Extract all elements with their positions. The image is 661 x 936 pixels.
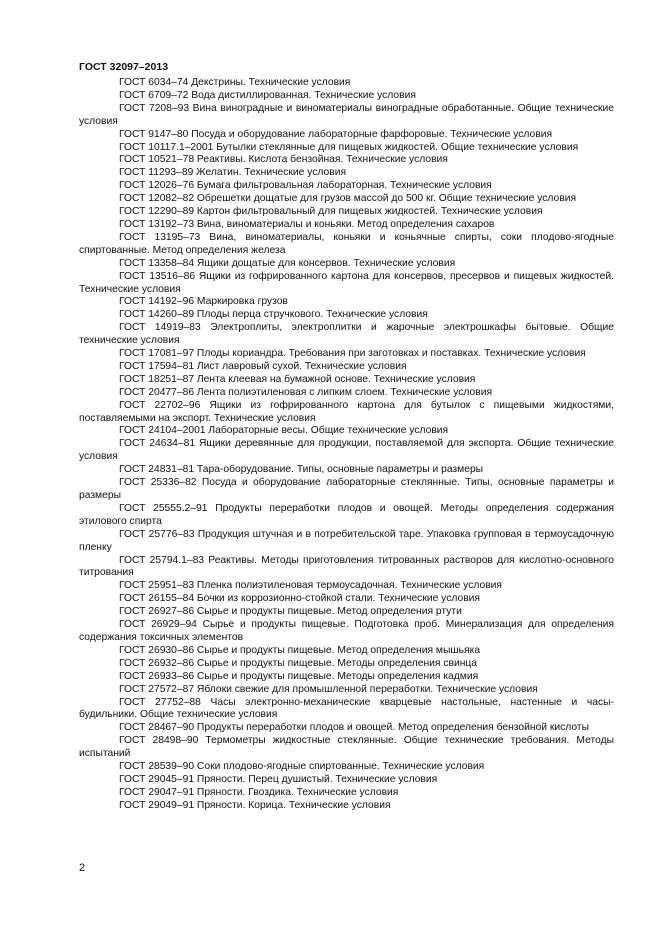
standard-entry: ГОСТ 29045–91 Пряности. Перец душистый. Технические условия: [119, 773, 438, 785]
standard-entry: ГОСТ 26930–86 Сырье и продукты пищевые. Метод определения мышьяка: [119, 644, 481, 656]
standard-entry: ГОСТ 12290–89 Картон фильтровальный для пищевых жидкостей. Технические условия: [119, 206, 543, 218]
standard-entry: ГОСТ 6034–74 Декстрины. Технические условия: [119, 77, 351, 88]
standard-entry: ГОСТ 13192–73 Вина, виноматериалы и коньяки. Метод определения сахаров: [119, 218, 495, 230]
standard-entry: ГОСТ 26155–84 Бочки из коррозионно-стойкой стали. Технические условия: [119, 593, 480, 605]
standard-entry: ГОСТ 10521–78 Реактивы. Кислота бензойная. Технические условия: [119, 154, 448, 166]
standard-entry: ГОСТ 24634–81 Ящики деревянные для продукции, поставляемой для экспорта. Общие технические условия: [79, 438, 614, 463]
standard-entry: ГОСТ 26927–86 Сырье и продукты пищевые. Метод определения ртути: [119, 606, 462, 618]
standard-entry: ГОСТ 26929–94 Сырье и продукты пищевые. Подготовка проб. Минерализация для определения содержания токсичных элементов: [79, 619, 614, 643]
standard-entry: ГОСТ 25951–83 Пленка полиэтиленовая термоусадочная. Технические условия: [119, 580, 503, 592]
standard-entry: ГОСТ 14919–83 Электроплиты, электроплитки и жарочные электрошкафы бытовые. Общие технические условия: [79, 322, 614, 347]
standard-entry: ГОСТ 14260–89 Плоды перца стручкового. Технические условия: [119, 309, 428, 321]
standard-entry: ГОСТ 13516–86 Ящики из гофрированного картона для консервов, пресервов и пищевых жидкостей. Технические условия: [79, 270, 614, 295]
standard-entry: ГОСТ 26933–86 Сырье и продукты пищевые. Методы определения кадмия: [119, 670, 479, 682]
document-header: ГОСТ 32097–2013: [79, 61, 169, 73]
standard-entry: ГОСТ 17594–81 Лист лавровый сухой. Технические условия: [119, 360, 407, 372]
standard-entry: ГОСТ 27752–88 Часы электронно-механические кварцевые настольные, настенные и часы-будильники. Общие технические условия: [79, 696, 614, 721]
standard-entry: ГОСТ 28498–90 Термометры жидкостные стеклянные. Общие технические требования. Методы испытаний: [79, 735, 614, 760]
standard-entry: ГОСТ 20477–86 Лента полиэтиленовая с липким слоем. Технические условия: [119, 386, 493, 398]
standard-entry: ГОСТ 17081–97 Плоды кориандра. Требования при заготовках и поставках. Технические условия: [119, 348, 586, 360]
standard-entry: ГОСТ 25776–83 Продукция штучная и в потребительской таре. Упаковка групповая в термоусадочную пленку: [79, 528, 614, 553]
standard-entry: ГОСТ 27572–87 Яблоки свежие для промышленной переработки. Технические условия: [119, 683, 538, 695]
standard-entry: ГОСТ 13195–73 Вина, виноматериалы, коньяки и коньячные спирты, соки плодово-ягодные спиртованные. Метод определения железа: [79, 231, 614, 256]
standard-entry: ГОСТ 26932–86 Сырье и продукты пищевые. Методы определения свинца: [119, 657, 478, 669]
standard-entry: ГОСТ 6709–72 Вода дистиллированная. Технические условия: [119, 89, 416, 101]
standard-entry: ГОСТ 24831–81 Тара-оборудование. Типы, основные параметры и размеры: [119, 464, 484, 476]
standard-entry: ГОСТ 29047–91 Пряности. Гвоздика. Технические условия: [119, 786, 399, 798]
standard-entry: ГОСТ 25555.2–91 Продукты переработки плодов и овощей. Методы определения содержания этилового спирта: [79, 502, 614, 527]
standard-entry: ГОСТ 14192–96 Маркировка грузов: [119, 296, 288, 308]
standard-entry: ГОСТ 9147–80 Посуда и оборудование лабораторные фарфоровые. Технические условия: [119, 128, 553, 140]
standard-entry: ГОСТ 25794.1–83 Реактивы. Методы приготовления титрованных растворов для кислотно-основного титрования: [79, 554, 614, 579]
standard-entry: ГОСТ 12082–82 Обрешетки дощатые для грузов массой до 500 кг. Общие технические условия: [119, 193, 577, 205]
standard-entry: ГОСТ 28467–90 Продукты переработки плодов и овощей. Метод определения бензойной кислоты: [119, 722, 590, 734]
standard-entry: ГОСТ 22702–96 Ящики из гофрированного картона для бутылок с пищевыми жидкостями, поставляемыми на экспорт. Технические условия: [79, 399, 614, 424]
page-number: 2: [79, 862, 86, 874]
standard-entry: ГОСТ 11293–89 Желатин. Технические условия: [119, 167, 347, 179]
standard-entry: ГОСТ 12026–76 Бумага фильтровальная лабораторная. Технические условия: [119, 180, 492, 192]
standard-entry: ГОСТ 29049–91 Пряности. Корица. Технические условия: [119, 799, 391, 811]
standard-entry: ГОСТ 24104–2001 Лабораторные весы. Общие технические условия: [119, 425, 449, 437]
standard-entry: ГОСТ 13358–84 Ящики дощатые для консервов. Технические условия: [119, 257, 456, 269]
standard-entry: ГОСТ 18251–87 Лента клеевая на бумажной основе. Технические условия: [119, 373, 476, 385]
standard-entry: ГОСТ 7208–93 Вина виноградные и виноматериалы виноградные обработанные. Общие технические условия: [79, 102, 614, 127]
standard-entry: ГОСТ 28539–90 Соки плодово-ягодные спиртованные. Технические условия: [119, 761, 485, 773]
standard-entry: ГОСТ 25336–82 Посуда и оборудование лабораторные стеклянные. Типы, основные параметры и размеры: [79, 477, 614, 501]
standards-list: [79, 77, 614, 813]
standard-entry: ГОСТ 10117.1–2001 Бутылки стеклянные для пищевых жидкостей. Общие технические условия: [119, 141, 579, 153]
